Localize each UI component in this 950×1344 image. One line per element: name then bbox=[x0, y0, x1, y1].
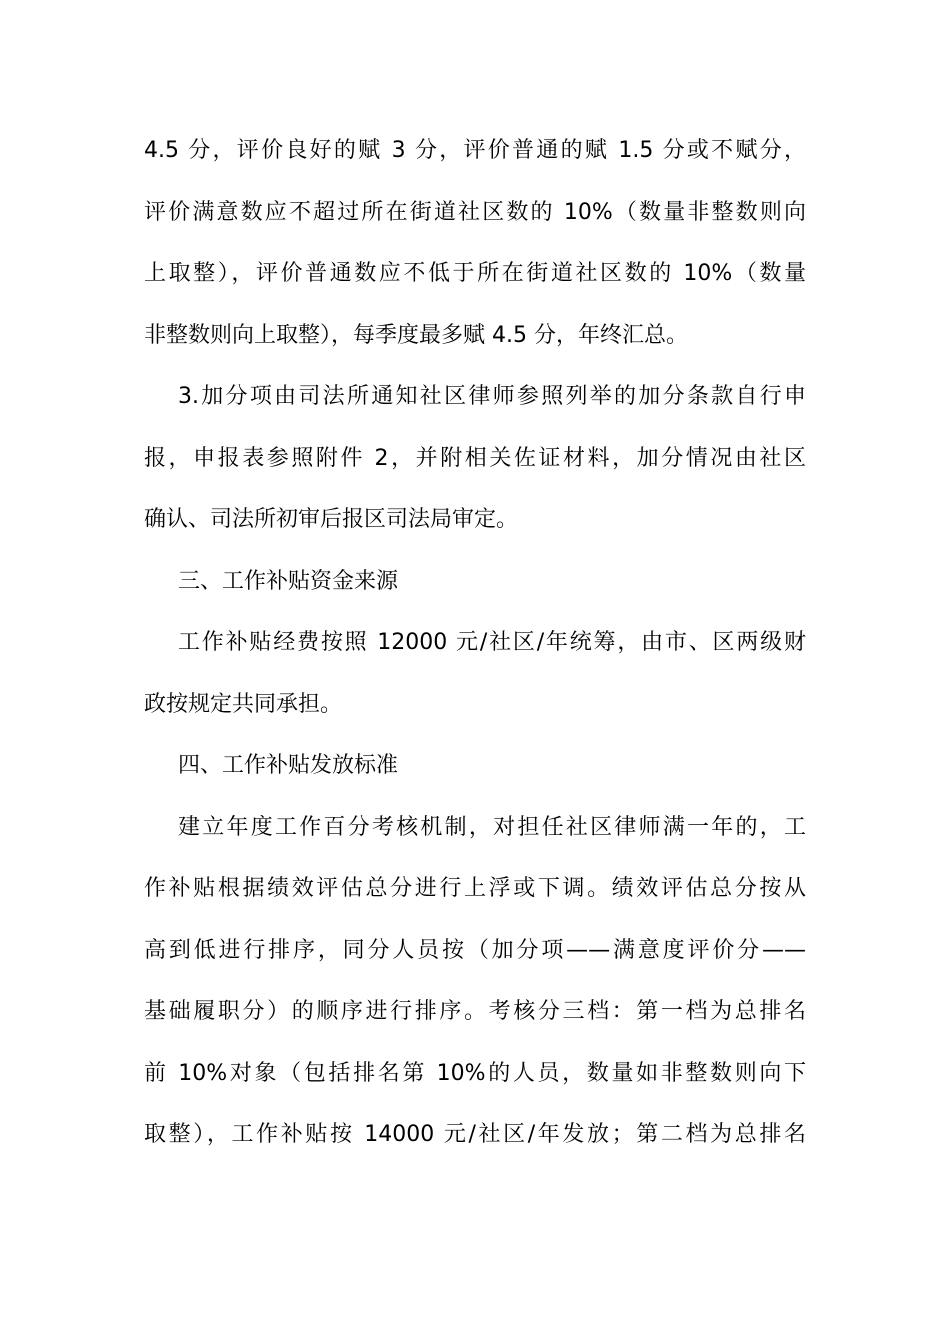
paragraph-line: 基础履职分）的顺序进行排序。考核分三档：第一档为总排名 bbox=[144, 999, 806, 1024]
document-body bbox=[144, 120, 806, 1166]
paragraph-line: 高到低进行排序，同分人员按（加分项——满意度评价分—— bbox=[144, 937, 806, 963]
paragraph-line: 非整数则向上取整），每季度最多赋 4.5 分，年终汇总。 bbox=[144, 322, 688, 348]
paragraph-line: 评价满意数应不超过所在街道社区数的 10%（数量非整数则向 bbox=[144, 199, 806, 225]
paragraph-line: 3.加分项由司法所通知社区律师参照列举的加分条款自行申 bbox=[178, 384, 806, 409]
paragraph-line: 确认、司法所初审后报区司法局审定。 bbox=[144, 507, 519, 532]
paragraph-line: 建立年度工作百分考核机制，对担任社区律师满一年的，工 bbox=[178, 814, 806, 840]
paragraph-line: 工作补贴经费按照 12000 元/社区/年统筹，由市、区两级财 bbox=[178, 630, 806, 655]
paragraph-line: 前 10%对象（包括排名第 10%的人员，数量如非整数则向下 bbox=[144, 1060, 806, 1086]
paragraph-line: 4.5 分，评价良好的赋 3 分，评价普通的赋 1.5 分或不赋分， bbox=[144, 138, 806, 163]
paragraph-line: 取整），工作补贴按 14000 元/社区/年发放；第二档为总排名 bbox=[144, 1122, 806, 1147]
paragraph-line: 上取整），评价普通数应不低于所在街道社区数的 10%（数量 bbox=[144, 261, 806, 286]
paragraph-line: 作补贴根据绩效评估总分进行上浮或下调。绩效评估总分按从 bbox=[144, 876, 806, 901]
paragraph-line: 政按规定共同承担。 bbox=[144, 691, 343, 717]
paragraph-line: 报，申报表参照附件 2，并附相关佐证材料，加分情况由社区 bbox=[144, 445, 806, 471]
section-heading: 三、工作补贴资金来源 bbox=[178, 568, 399, 594]
section-heading: 四、工作补贴发放标准 bbox=[178, 753, 399, 778]
